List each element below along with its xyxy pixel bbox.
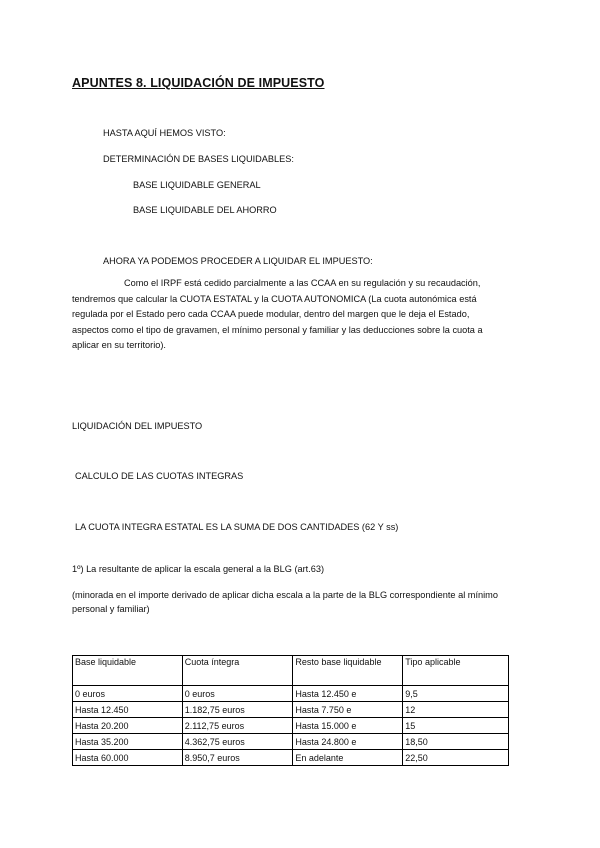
table-row	[73, 734, 509, 750]
table-cell: 4.362,75 euros	[182, 734, 293, 750]
intro-determination: DETERMINACIÓN DE BASES LIQUIDABLES:	[103, 154, 294, 164]
table-cell: Hasta 15.000 e	[293, 718, 403, 734]
table-cell: Hasta 60.000	[73, 750, 183, 766]
section-liquidacion: LIQUIDACIÓN DEL IMPUESTO	[72, 421, 203, 431]
table-row	[73, 718, 509, 734]
base-liquidable-ahorro: BASE LIQUIDABLE DEL AHORRO	[133, 205, 277, 215]
table-row	[73, 686, 509, 702]
table-cell: Hasta 24.800 e	[293, 734, 403, 750]
table-cell: Hasta 12.450	[73, 702, 183, 718]
section-calculo: CALCULO DE LAS CUOTAS INTEGRAS	[75, 471, 244, 481]
intro-proceed: AHORA YA PODEMOS PROCEDER A LIQUIDAR EL IMPUESTO:	[103, 256, 373, 266]
table-cell: Hasta 7.750 e	[293, 702, 403, 718]
table-header-row	[73, 656, 509, 686]
table-row	[73, 750, 509, 766]
escala-table	[72, 655, 509, 766]
paragraph-line: aplicar en su territorio).	[72, 340, 166, 351]
table-cell: 0 euros	[182, 686, 293, 702]
table-cell: 8.950,7 euros	[182, 750, 293, 766]
paragraph-line: aspectos como el tipo de gravamen, el mínimo personal y familiar y las deducciones sobre la cuota a	[72, 324, 483, 335]
table-cell: En adelante	[293, 750, 403, 766]
item-1: 1º) La resultante de aplicar la escala general a la BLG (art.63)	[72, 564, 325, 574]
page-title: APUNTES 8. LIQUIDACIÓN DE IMPUESTO	[72, 76, 325, 90]
table-cell: 22,50	[403, 750, 509, 766]
intro-seen: HASTA AQUÍ HEMOS VISTO:	[103, 128, 226, 138]
cuota-estatal-heading: LA CUOTA INTEGRA ESTATAL ES LA SUMA DE DOS CANTIDADES (62 Y ss)	[75, 522, 399, 532]
table-header-cell: Base liquidable	[73, 656, 183, 686]
minimo-note: (minorada en el importe derivado de aplicar dicha escala a la parte de la BLG correspondiente al mínimo personal y familiar)	[72, 590, 498, 614]
table-cell: 0 euros	[73, 686, 183, 702]
table-cell: 2.112,75 euros	[182, 718, 293, 734]
base-liquidable-general: BASE LIQUIDABLE GENERAL	[133, 180, 261, 190]
table-row	[73, 702, 509, 718]
table-cell: Hasta 12.450 e	[293, 686, 403, 702]
table-cell: 18,50	[403, 734, 509, 750]
table-cell: 15	[403, 718, 509, 734]
table-cell: 9,5	[403, 686, 509, 702]
paragraph-line: regulada por el Estado pero cada CCAA puede modular, dentro del margen que le deja el Estado,	[72, 309, 470, 320]
paragraph-line: Como el IRPF está cedido parcialmente a las CCAA en su regulación y su recaudación,	[124, 278, 481, 288]
table-cell: Hasta 20.200	[73, 718, 183, 734]
irpf-paragraph	[72, 276, 528, 354]
table-header-cell: Cuota íntegra	[182, 656, 293, 686]
table-cell: 1.182,75 euros	[182, 702, 293, 718]
paragraph-line: tendremos que calcular la CUOTA ESTATAL y la CUOTA AUTONOMICA (La cuota autonómica está	[72, 293, 477, 304]
table-header-cell: Resto base liquidable	[293, 656, 403, 686]
table-cell: 12	[403, 702, 509, 718]
table-cell: Hasta 35.200	[73, 734, 183, 750]
table-header-cell: Tipo aplicable	[403, 656, 509, 686]
